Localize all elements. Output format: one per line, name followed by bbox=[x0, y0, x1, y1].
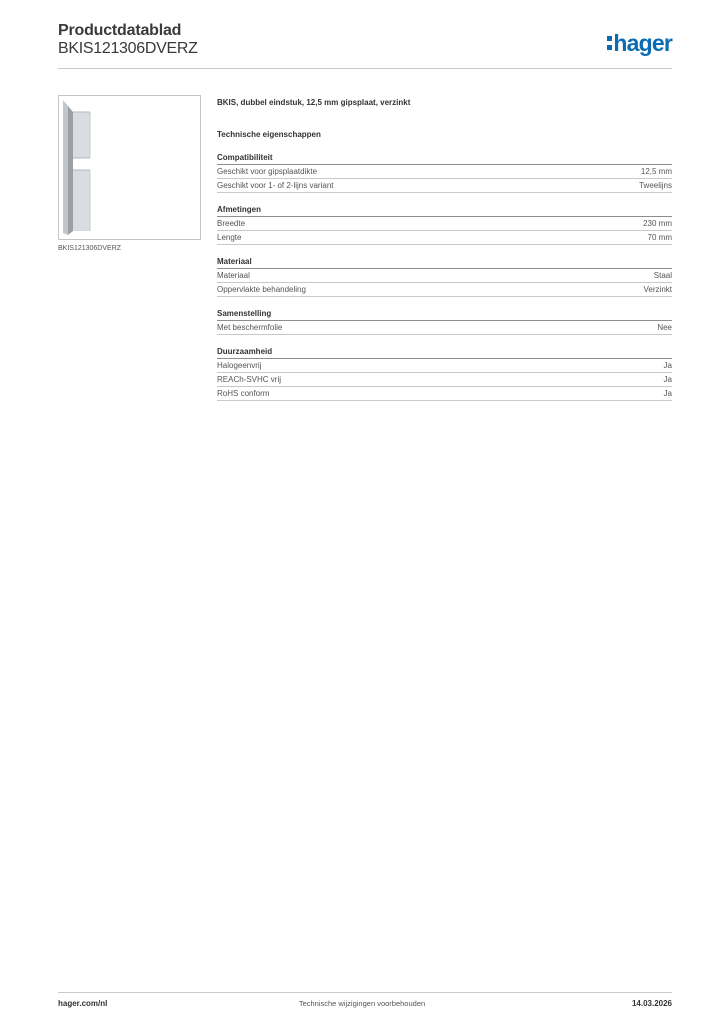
spec-value: Ja bbox=[663, 375, 672, 384]
section-title: Samenstelling bbox=[217, 308, 672, 321]
section-samenstelling bbox=[217, 308, 672, 335]
spec-value: 70 mm bbox=[647, 233, 672, 242]
spec-label: Geschikt voor gipsplaatdikte bbox=[217, 167, 318, 176]
spec-label: Halogeenvrij bbox=[217, 361, 262, 370]
spec-value: Staal bbox=[653, 271, 672, 280]
spec-label: Materiaal bbox=[217, 271, 250, 280]
spec-value: Ja bbox=[663, 361, 672, 370]
spec-value: Tweelijns bbox=[639, 181, 672, 190]
spec-row bbox=[217, 217, 672, 231]
footer-website-link[interactable]: hager.com/nl bbox=[58, 999, 108, 1008]
spec-value: Ja bbox=[663, 389, 672, 398]
section-title: Afmetingen bbox=[217, 204, 672, 217]
spec-row bbox=[217, 283, 672, 297]
properties-heading: Technische eigenschappen bbox=[217, 130, 321, 139]
spec-label: Breedte bbox=[217, 219, 246, 228]
logo-mark-icon bbox=[607, 34, 612, 52]
spec-row bbox=[217, 231, 672, 245]
spec-value: 12,5 mm bbox=[640, 167, 672, 176]
spec-row bbox=[217, 179, 672, 193]
spec-row bbox=[217, 359, 672, 373]
product-specs bbox=[217, 97, 672, 401]
product-code: BKIS121306DVERZ bbox=[58, 40, 198, 57]
page-header bbox=[58, 22, 672, 68]
section-title: Materiaal bbox=[217, 256, 672, 269]
spec-label: RoHS conform bbox=[217, 389, 270, 398]
section-title: Duurzaamheid bbox=[217, 346, 672, 359]
header-divider bbox=[58, 68, 672, 69]
footer-divider bbox=[58, 992, 672, 993]
spec-row bbox=[217, 387, 672, 401]
section-title: Compatibiliteit bbox=[217, 152, 672, 165]
spec-label: Oppervlakte behandeling bbox=[217, 285, 306, 294]
section-afmetingen bbox=[217, 204, 672, 245]
section-duurzaamheid bbox=[217, 346, 672, 401]
product-image-frame bbox=[58, 95, 201, 240]
hager-logo bbox=[607, 30, 672, 56]
footer-date: 14.03.2026 bbox=[631, 999, 672, 1008]
spec-row bbox=[217, 373, 672, 387]
spec-row bbox=[217, 321, 672, 335]
spec-row bbox=[217, 269, 672, 283]
section-materiaal bbox=[217, 256, 672, 297]
spec-label: Geschikt voor 1- of 2-lijns variant bbox=[217, 181, 334, 190]
footer-disclaimer: Technische wijzigingen voorbehouden bbox=[298, 999, 426, 1008]
image-caption: BKIS121306DVERZ bbox=[58, 245, 122, 252]
document-title: Productdatablad bbox=[58, 22, 182, 39]
section-compatibiliteit bbox=[217, 152, 672, 193]
spec-value: Verzinkt bbox=[643, 285, 672, 294]
product-description: BKIS, dubbel eindstuk, 12,5 mm gipsplaat, verzinkt bbox=[217, 98, 411, 107]
spec-label: REACh-SVHC vrij bbox=[217, 375, 282, 384]
spec-value: 230 mm bbox=[643, 219, 672, 228]
spec-label: Met beschermfolie bbox=[217, 323, 283, 332]
spec-value: Nee bbox=[657, 323, 672, 332]
product-image bbox=[59, 96, 202, 241]
spec-row bbox=[217, 165, 672, 179]
logo-wordmark: hager bbox=[613, 29, 672, 56]
spec-label: Lengte bbox=[217, 233, 242, 242]
